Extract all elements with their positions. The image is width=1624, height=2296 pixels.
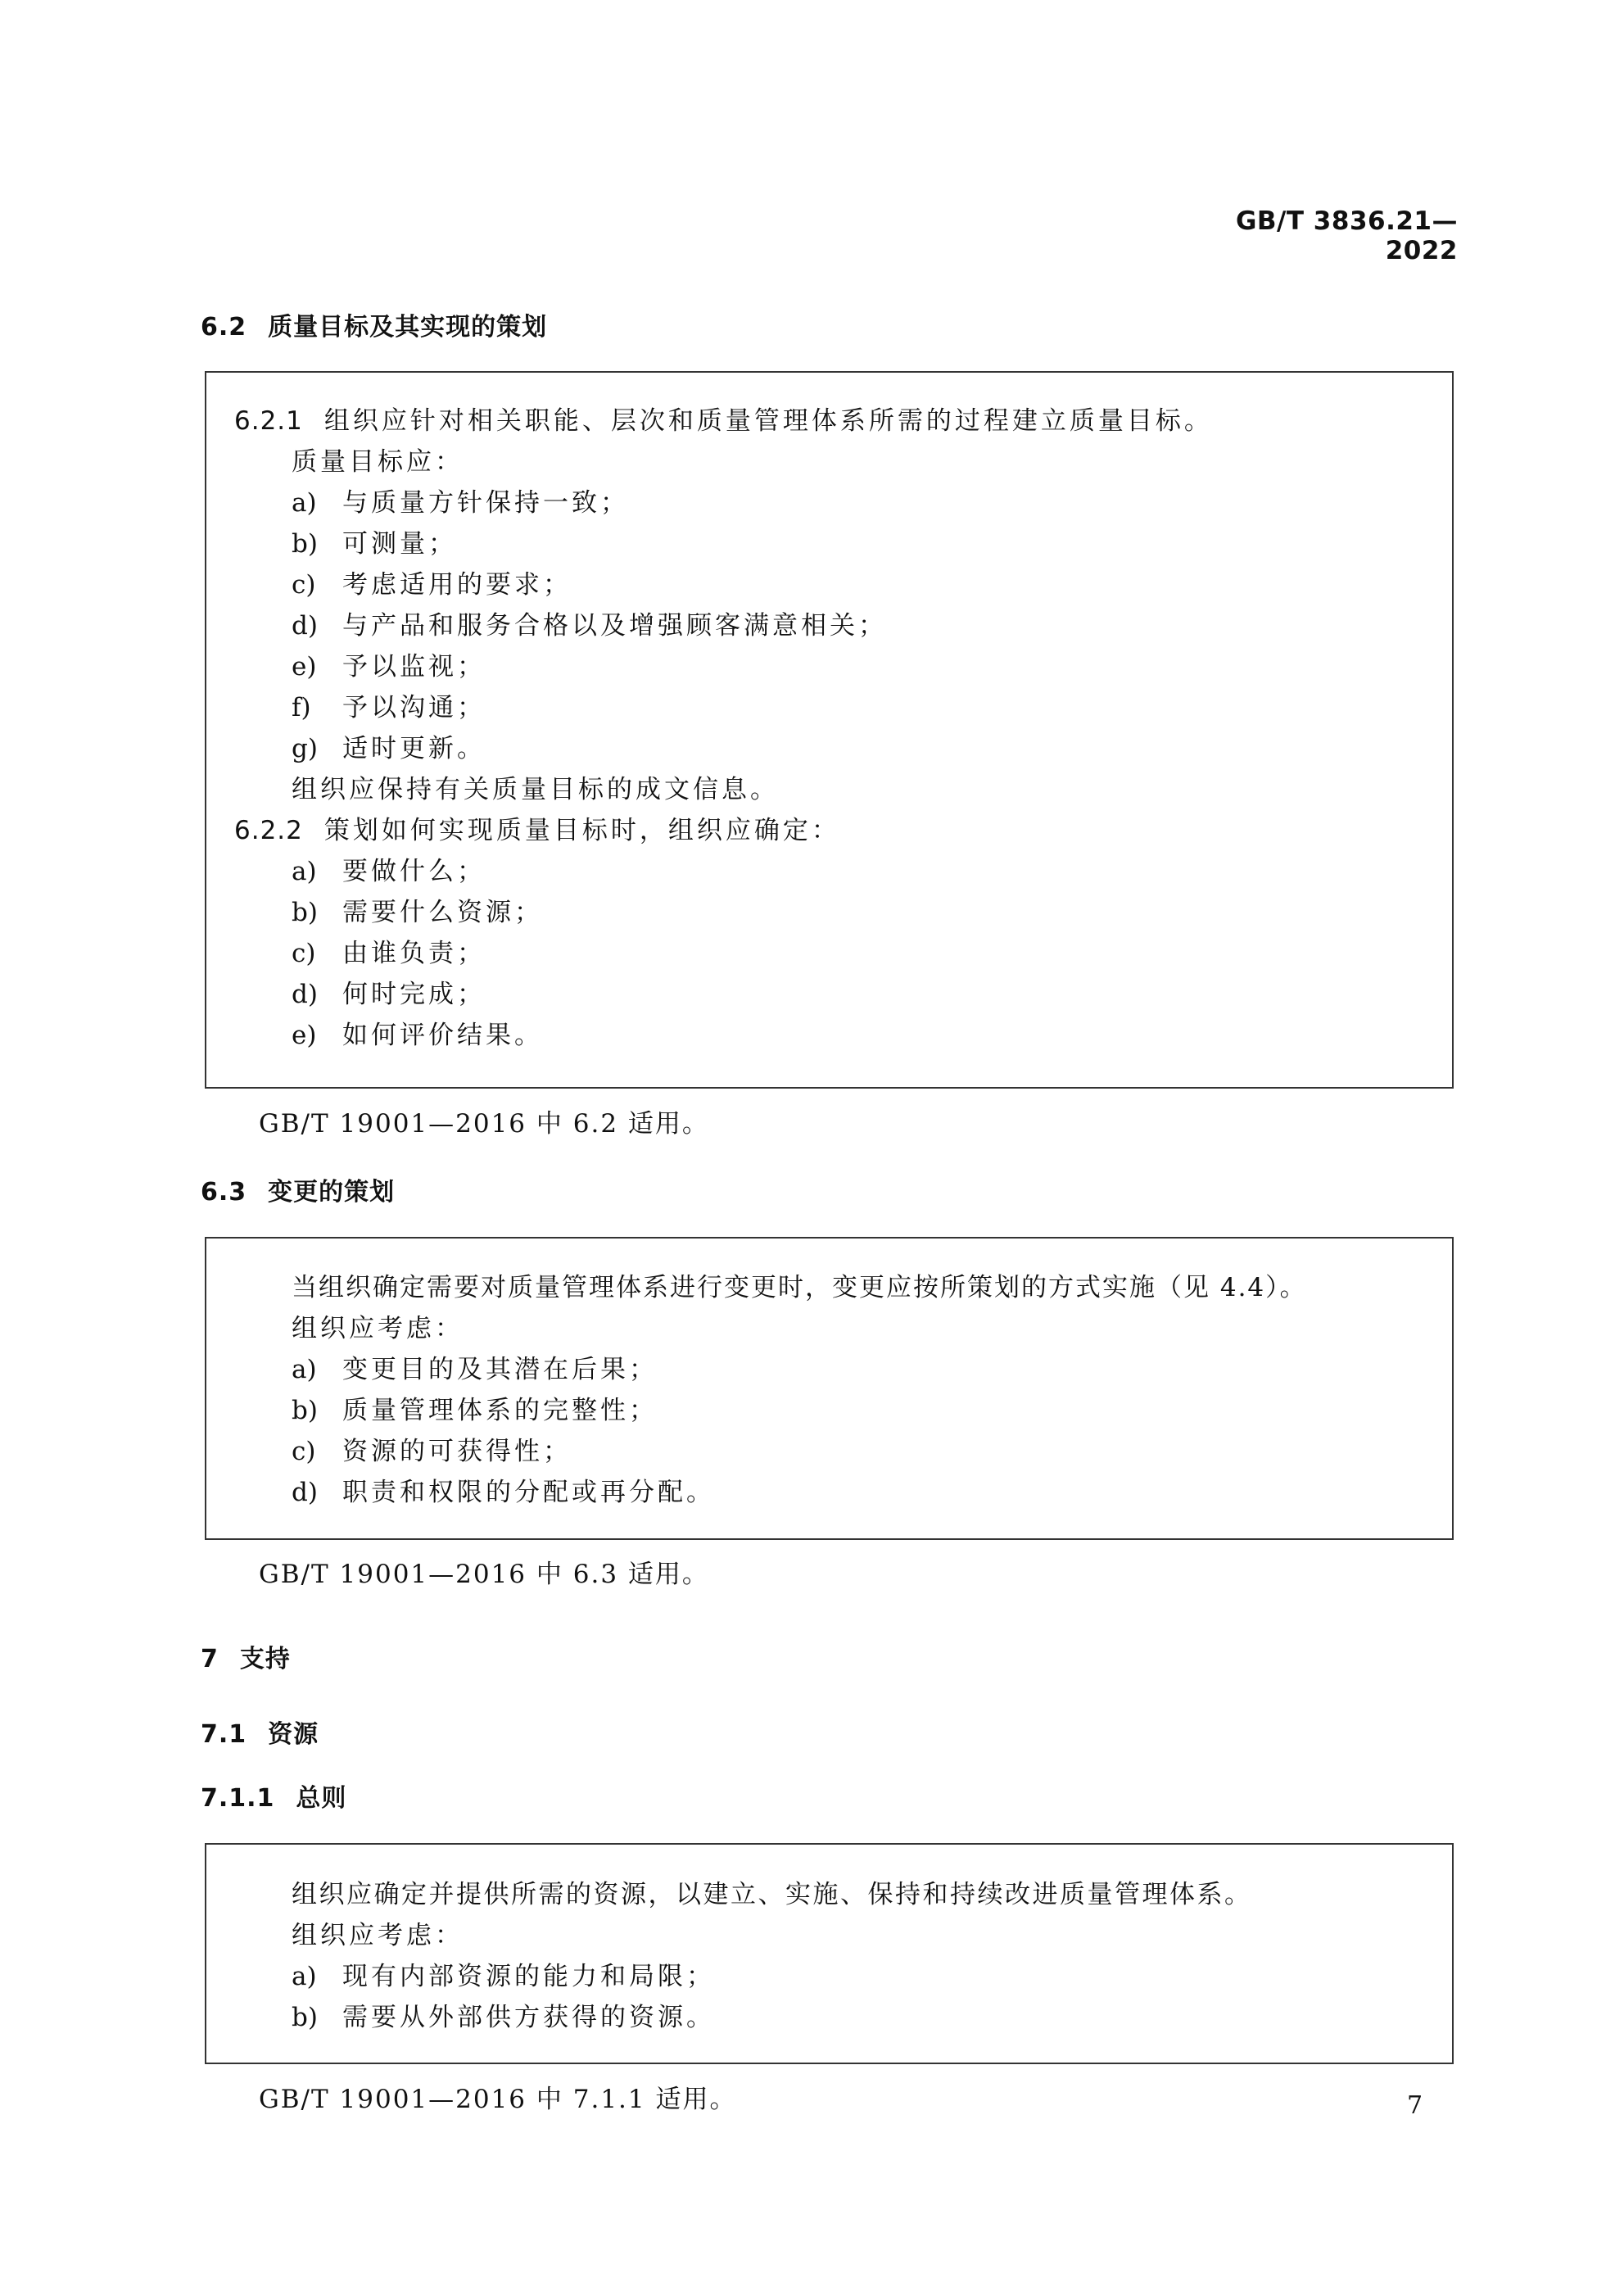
list-text: 变更目的及其潜在后果； <box>342 1355 658 1384</box>
list-marker: a) <box>292 488 317 518</box>
applicability-note-7-1-1: GB/T 19001—2016 中 7.1.1 适用。 <box>259 2085 737 2114</box>
list-text: 与产品和服务合格以及增强顾客满意相关； <box>342 611 887 641</box>
clause-closing: 组织应保持有关质量目标的成文信息。 <box>292 775 779 804</box>
section-heading-7-1-1 <box>201 1777 346 1814</box>
list-marker: b) <box>292 1396 318 1425</box>
list-text: 如何评价结果。 <box>342 1021 543 1050</box>
list-item <box>292 855 486 888</box>
list-item <box>292 896 543 929</box>
page-number: 7 <box>1407 2091 1423 2120</box>
list-item <box>292 609 887 642</box>
list-item <box>292 1019 543 1052</box>
list-text: 可测量； <box>342 529 457 559</box>
list-marker: c) <box>292 1437 316 1466</box>
applicability-note-6-2: GB/T 19001—2016 中 6.2 适用。 <box>259 1109 709 1139</box>
list-text: 质量管理体系的完整性； <box>342 1396 658 1425</box>
section-number: 7.1 <box>201 1720 247 1749</box>
section-number: 7.1.1 <box>201 1784 275 1813</box>
list-marker: b) <box>292 529 318 559</box>
list-item <box>292 937 486 970</box>
list-marker: c) <box>292 939 316 968</box>
list-item <box>292 691 486 724</box>
section-title: 资源 <box>268 1720 319 1749</box>
box-intro: 组织应考虑： <box>292 1314 464 1343</box>
list-text: 何时完成； <box>342 980 486 1009</box>
clause-number: 6.2.2 <box>234 816 303 845</box>
list-text: 由谁负责； <box>342 939 486 968</box>
clause-intro: 质量目标应： <box>292 447 464 477</box>
list-text: 要做什么； <box>342 857 486 886</box>
list-text: 适时更新。 <box>342 734 486 763</box>
section-heading-7 <box>201 1638 291 1674</box>
list-marker: b) <box>292 898 318 927</box>
clause-6-2-1 <box>234 405 1213 437</box>
section-heading-6-3 <box>201 1171 395 1207</box>
clause-text: 组织应针对相关职能、层次和质量管理体系所需的过程建立质量目标。 <box>323 406 1213 436</box>
list-text: 与质量方针保持一致； <box>342 488 629 518</box>
box-intro: 组织应考虑： <box>292 1921 464 1950</box>
list-text: 需要从外部供方获得的资源。 <box>342 2003 715 2032</box>
list-item <box>292 568 572 601</box>
list-marker: g) <box>292 734 318 763</box>
list-text: 资源的可获得性； <box>342 1437 572 1466</box>
list-text: 予以沟通； <box>342 693 486 722</box>
section-heading-6-2 <box>201 306 547 342</box>
list-marker: a) <box>292 1355 317 1384</box>
clause-6-2-2 <box>234 814 840 847</box>
section-title: 支持 <box>239 1645 291 1673</box>
section-title: 总则 <box>296 1784 347 1813</box>
clause-number: 6.2.1 <box>234 406 303 436</box>
list-text: 予以监视； <box>342 652 486 682</box>
list-item <box>292 1476 715 1509</box>
standard-code: GB/T 3836.21—2022 <box>1235 206 1458 265</box>
section-title: 质量目标及其实现的策划 <box>268 313 548 342</box>
section-number: 6.3 <box>201 1178 247 1207</box>
list-item <box>292 978 486 1011</box>
list-marker: c) <box>292 570 316 600</box>
list-marker: a) <box>292 1962 317 1991</box>
list-item <box>292 650 486 683</box>
list-item <box>292 732 486 765</box>
list-item <box>292 2001 715 2034</box>
section-number: 6.2 <box>201 313 247 342</box>
list-marker: b) <box>292 2003 318 2032</box>
list-item <box>292 1394 658 1427</box>
list-item <box>292 1960 715 1993</box>
list-text: 考虑适用的要求； <box>342 570 572 600</box>
list-text: 现有内部资源的能力和局限； <box>342 1962 715 1991</box>
section-number: 7 <box>201 1645 219 1673</box>
box-paragraph: 当组织确定需要对质量管理体系进行变更时，变更应按所策划的方式实施（见 4.4）。 <box>292 1273 1307 1302</box>
list-marker: a) <box>292 857 317 886</box>
box-paragraph: 组织应确定并提供所需的资源，以建立、实施、保持和持续改进质量管理体系。 <box>292 1880 1252 1909</box>
list-item <box>292 1435 572 1468</box>
list-marker: e) <box>292 652 317 682</box>
clause-text: 策划如何实现质量目标时，组织应确定： <box>323 816 840 845</box>
list-text: 职责和权限的分配或再分配。 <box>342 1478 715 1507</box>
list-text: 需要什么资源； <box>342 898 543 927</box>
applicability-note-6-3: GB/T 19001—2016 中 6.3 适用。 <box>259 1560 709 1589</box>
list-marker: d) <box>292 1478 318 1507</box>
list-item <box>292 528 457 560</box>
list-marker: d) <box>292 980 318 1009</box>
list-marker: d) <box>292 611 318 641</box>
section-title: 变更的策划 <box>268 1178 396 1207</box>
list-item <box>292 487 629 519</box>
list-marker: e) <box>292 1021 317 1050</box>
section-heading-7-1 <box>201 1714 319 1750</box>
list-marker: f) <box>292 693 311 722</box>
list-item <box>292 1353 658 1386</box>
